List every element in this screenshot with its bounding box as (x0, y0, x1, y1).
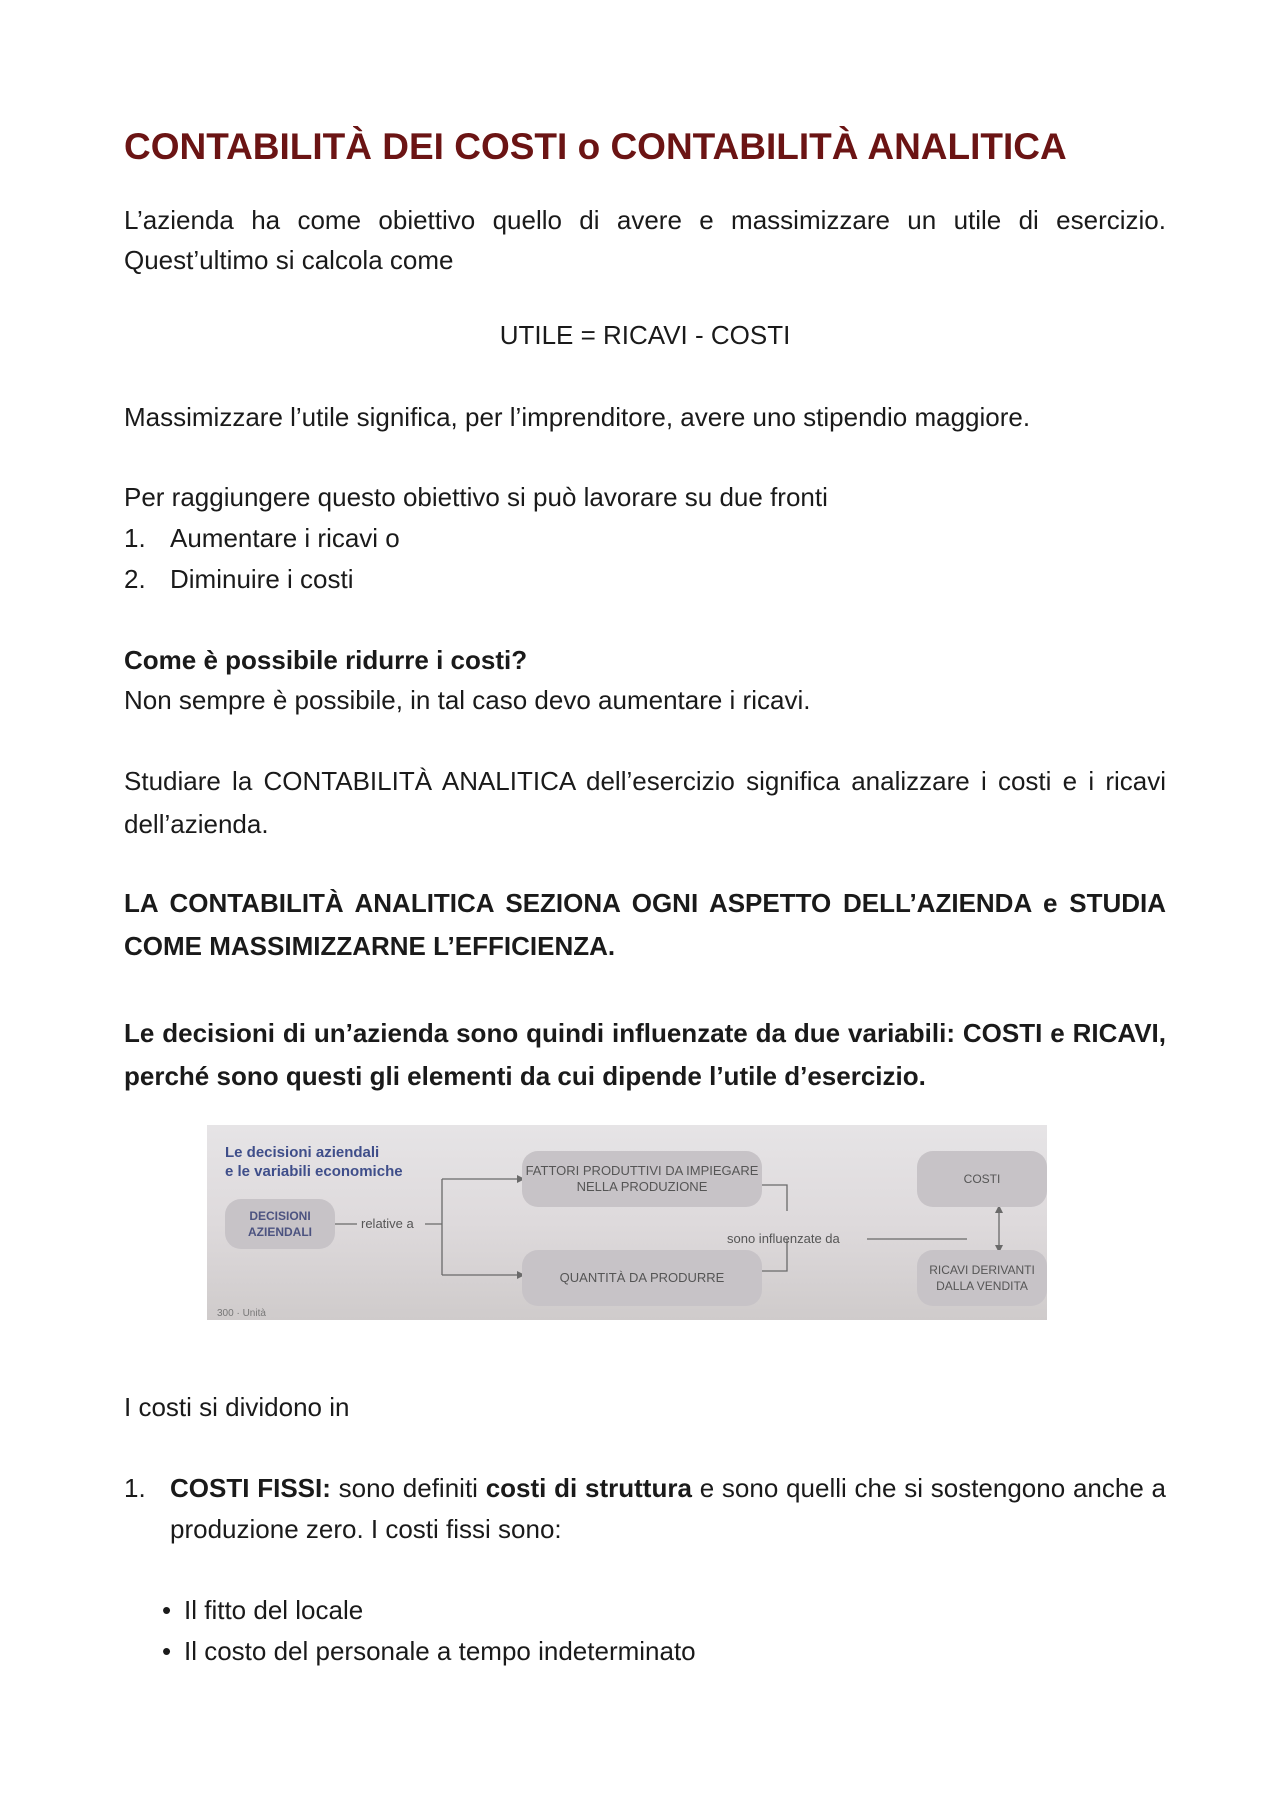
answer-paragraph: Non sempre è possibile, in tal caso devo aumentare i ricavi. (124, 685, 811, 715)
bullet-item (162, 1590, 363, 1630)
list-item-text: Aumentare i ricavi o (170, 523, 400, 553)
box-fattori-produttivi: FATTORI PRODUTTIVI DA IMPIEGARE NELLA PRODUZIONE (522, 1151, 762, 1207)
costi-fissi-text (170, 1468, 1166, 1550)
box-ricavi: RICAVI DERIVANTI DALLA VENDITA (917, 1250, 1047, 1306)
paragraph-dividono: I costi si dividono in (124, 1392, 350, 1422)
formula-utile: UTILE = RICAVI - COSTI (499, 320, 791, 350)
figure-title-line: Le decisioni aziendali (225, 1144, 380, 1161)
label-influenzate: sono influenzate da (727, 1231, 840, 1246)
bullet-dot: • (162, 1636, 172, 1666)
decisions-diagram-figure (207, 1125, 1047, 1320)
bullet-item (162, 1631, 696, 1671)
paragraph-obiettivo: Per raggiungere questo obiettivo si può lavorare su due fronti (124, 482, 828, 512)
list-item-text: Diminuire i costi (170, 564, 354, 594)
question-heading: Come è possibile ridurre i costi? (124, 645, 528, 675)
paragraph-massimizzare: Massimizzare l’utile significa, per l’imprenditore, avere uno stipendio maggiore. (124, 402, 1031, 432)
box-costi: COSTI (917, 1151, 1047, 1207)
connector-line (762, 1185, 787, 1211)
text-span: sono definiti (330, 1473, 486, 1503)
figure-footer: 300 · Unità (217, 1308, 266, 1319)
list-number: 2. (124, 564, 146, 594)
box-quantita: QUANTITÀ DA PRODURRE (522, 1250, 762, 1306)
list-item-costi-fissi (124, 1468, 1166, 1550)
box-decisioni-aziendali: DECISIONI AZIENDALI (225, 1199, 335, 1249)
list-item (124, 559, 354, 599)
bullet-text: Il fitto del locale (184, 1595, 364, 1625)
costi-fissi-label: COSTI FISSI: (170, 1473, 331, 1503)
intro-paragraph: L’azienda ha come obiettivo quello di avere e massimizzare un utile di esercizio. Quest’ultimo si calcola come (124, 205, 1166, 275)
list-number: 1. (124, 1473, 146, 1503)
list-number: 1. (124, 523, 146, 553)
costi-struttura-label: costi di struttura (485, 1473, 692, 1503)
list-item (124, 518, 400, 558)
paragraph-studiare: Studiare la CONTABILITÀ ANALITICA dell’esercizio significa analizzare i costi e i ricavi dell’azienda. (124, 766, 1166, 839)
figure-title-line: e le variabili economiche (225, 1163, 403, 1180)
label-relative: relative a (361, 1216, 414, 1231)
page-title: CONTABILITÀ DEI COSTI o CONTABILITÀ ANALITICA (124, 126, 1067, 167)
bold-statement-2: Le decisioni di un’azienda sono quindi influenzate da due variabili: COSTI e RICAVI, perché sono questi gli elementi da cui dipende l’utile d’esercizio. (124, 1018, 1166, 1091)
bullet-dot: • (162, 1595, 172, 1625)
text-span: e sono quelli che si sostengono anche a produzione zero. I costi fissi sono: (170, 1473, 1167, 1544)
bullet-text: Il costo del personale a tempo indeterminato (184, 1636, 696, 1666)
bold-statement-1: LA CONTABILITÀ ANALITICA SEZIONA OGNI ASPETTO DELL’AZIENDA e STUDIA COME MASSIMIZZARNE L’EFFICIENZA. (124, 888, 1166, 961)
